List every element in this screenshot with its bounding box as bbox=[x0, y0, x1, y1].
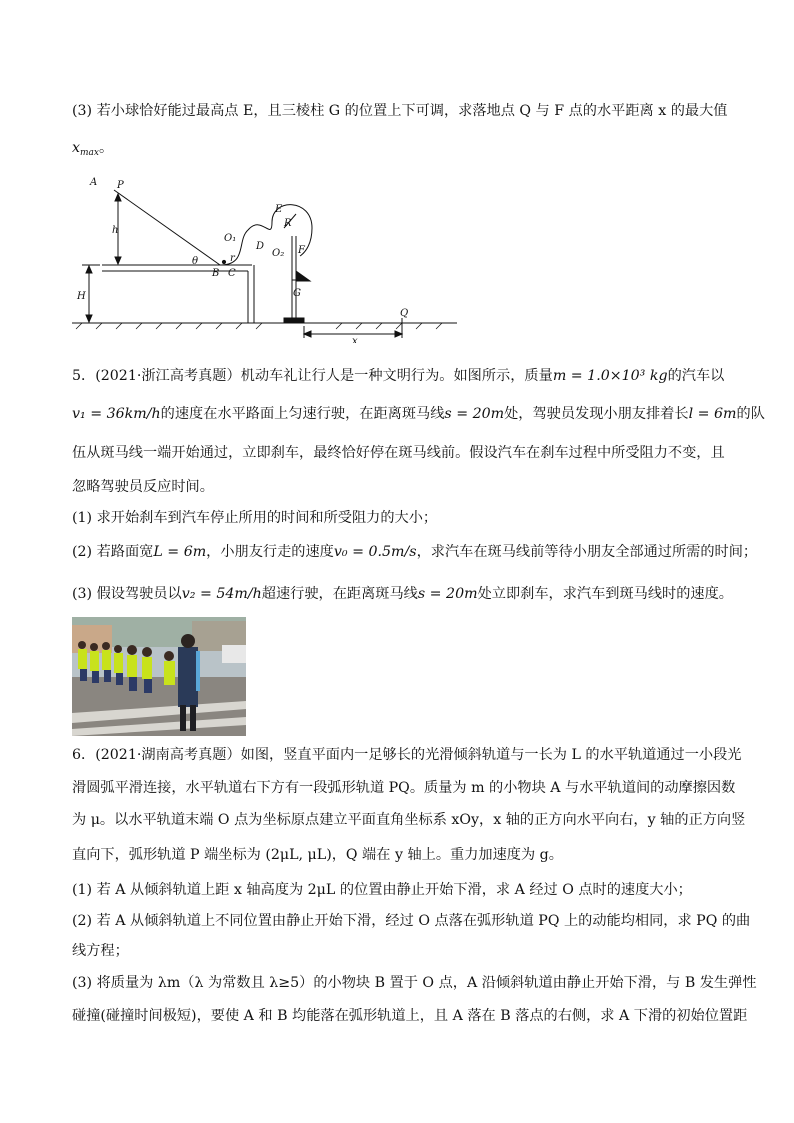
q4-xmax-sub: max bbox=[80, 148, 99, 158]
q5-p3-s: s = 20m bbox=[417, 586, 478, 602]
q5-line3: 伍从斑马线一端开始通过，立即刹车，最终恰好停在斑马线前。假设汽车在刹车过程中所受阻力不变，且 bbox=[72, 445, 725, 461]
label-F: F bbox=[298, 245, 305, 256]
label-r: r bbox=[230, 253, 235, 264]
q5-v1: v₁ = 36km/h bbox=[72, 406, 161, 422]
label-P: P bbox=[117, 180, 124, 191]
q5-s: s = 20m bbox=[444, 406, 505, 422]
label-H: H bbox=[77, 291, 86, 302]
q5-p2-e: ，求汽车在斑马线前等待小朋友全部通过所需的时间； bbox=[416, 544, 758, 560]
q5-l: l = 6m bbox=[688, 406, 737, 422]
q6-line1: 6．(2021·湖南高考真题）如图，竖直平面内一足够长的光滑倾斜轨道与一长为 L 的水平轨道通过一小段光 bbox=[72, 747, 742, 763]
q5-line2 bbox=[72, 404, 765, 424]
q6-part1: (1) 若 A 从倾斜轨道上距 x 轴高度为 2μL 的位置由静止开始下滑，求 A 经过 O 点时的速度大小； bbox=[72, 882, 692, 898]
q5-p3-e: 处立即刹车，求汽车到斑马线时的速度。 bbox=[477, 586, 733, 602]
q5-p2-v0: v₀ = 0.5m/s bbox=[333, 544, 417, 560]
q5-p3-c: 超速行驶，在距离斑马线 bbox=[261, 586, 418, 602]
q5-intro bbox=[72, 366, 724, 386]
label-B: B bbox=[212, 268, 220, 279]
label-Q: Q bbox=[400, 308, 409, 319]
q5-line2-text: 的速度在水平路面上匀速行驶，在距离斑马线 bbox=[160, 406, 445, 422]
q6-part3-b: 碰撞(碰撞时间极短)，要使 A 和 B 均能落在弧形轨道上，且 A 落在 B 落点的右侧，求 A 下滑的初始位置距 bbox=[72, 1008, 748, 1024]
label-O1: O₁ bbox=[224, 233, 237, 244]
label-O2: O₂ bbox=[272, 248, 285, 259]
q5-intro-text: 5．(2021·浙江高考真题）机动车礼让行人是一种文明行为。如图所示，质量 bbox=[72, 368, 553, 384]
q6-line3: 为 μ。以水平轨道末端 O 点为坐标原点建立平面直角坐标系 xOy，x 轴的正方向水平向右，y 轴的正方向竖 bbox=[72, 812, 746, 828]
label-C: C bbox=[228, 268, 236, 279]
q4-part3-line1: (3) 若小球恰好能过最高点 E，且三棱柱 G 的位置上下可调，求落地点 Q 与 F 点的水平距离 x 的最大值 bbox=[72, 103, 728, 119]
q5-p3-v2: v₂ = 54m/h bbox=[181, 586, 262, 602]
q4-part3-line2 bbox=[72, 138, 113, 163]
incline bbox=[114, 190, 220, 265]
q5-part2 bbox=[72, 542, 757, 562]
q4-line2-end: 。 bbox=[99, 140, 114, 156]
label-R: R bbox=[284, 218, 292, 229]
label-A: A bbox=[90, 177, 98, 188]
q6-line2: 滑圆弧平滑连接，水平轨道右下方有一段弧形轨道 PQ。质量为 m 的小物块 A 与水平轨道间的动摩擦因数 bbox=[72, 780, 736, 796]
q5-part1: (1) 求开始刹车到汽车停止所用的时间和所受阻力的大小； bbox=[72, 510, 438, 526]
q5-part3 bbox=[72, 584, 733, 604]
q6-part3-a: (3) 将质量为 λm（λ 为常数且 λ≥5）的小物块 B 置于 O 点，A 沿倾斜轨道由静止开始下滑，与 B 发生弹性 bbox=[72, 975, 757, 991]
q6-part2-a: (2) 若 A 从倾斜轨道上不同位置由静止开始下滑，经过 O 点落在弧形轨道 PQ 上的动能均相同，求 PQ 的曲 bbox=[72, 913, 751, 929]
q5-line4: 忽略驾驶员反应时间。 bbox=[72, 479, 214, 495]
q5-p3-a: (3) 假设驾驶员以 bbox=[72, 586, 182, 602]
q5-intro-end: 的汽车以 bbox=[667, 368, 725, 384]
track-diagram bbox=[72, 168, 462, 343]
q5-p2-c: ，小朋友行走的速度 bbox=[206, 544, 334, 560]
q5-p2-a: (2) 若路面宽 bbox=[72, 544, 154, 560]
label-theta: θ bbox=[192, 256, 199, 267]
q5-line2-end: 的队 bbox=[736, 406, 765, 422]
q6-part2-b: 线方程； bbox=[72, 943, 129, 959]
q4-xmax-symbol: x bbox=[72, 140, 81, 156]
label-D: D bbox=[256, 241, 265, 252]
label-E: E bbox=[275, 204, 283, 215]
label-x: x bbox=[352, 336, 358, 343]
q6-line4: 直向下，弧形轨道 P 端坐标为 (2μL, μL)，Q 端在 y 轴上。重力加速度为 g。 bbox=[72, 847, 563, 863]
label-G: G bbox=[293, 288, 301, 299]
q5-line2-text2: 处，驾驶员发现小朋友排着长 bbox=[504, 406, 689, 422]
crossing-photo bbox=[72, 617, 246, 736]
q5-p2-L: L = 6m bbox=[153, 544, 207, 560]
q5-mass: m = 1.0×10³ kg bbox=[552, 368, 668, 384]
label-h: h bbox=[112, 225, 119, 236]
